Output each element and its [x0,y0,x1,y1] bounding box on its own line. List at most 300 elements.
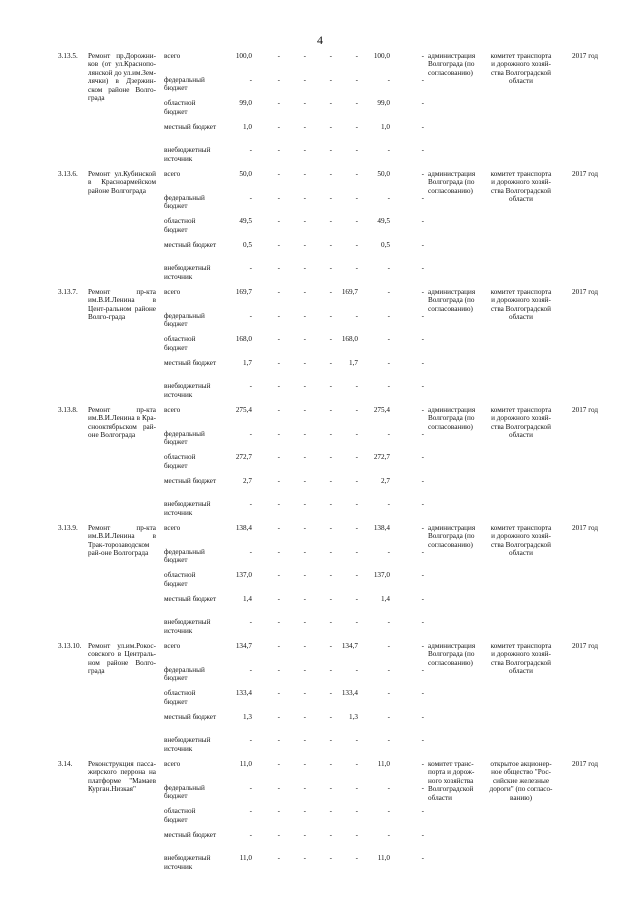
funding-value: 100,0 [373,52,390,60]
funding-row [164,736,426,760]
funding-value: 168,0 [235,335,252,344]
funding-value: - [303,193,306,202]
funding-row [164,713,426,737]
funding-value: - [303,453,306,462]
funding-value: - [387,193,390,202]
funding-value: - [329,642,332,650]
funding-value: - [329,264,332,273]
funding-value: - [249,783,252,792]
funding-row [164,453,426,477]
funding-value: - [303,830,306,839]
funding-value: - [277,712,280,721]
funding-value: - [421,193,424,202]
funding-value: - [277,264,280,273]
funding-value: - [277,193,280,202]
funding-source: областной бюджет [164,807,196,824]
funding-value: - [249,665,252,674]
funding-row [164,76,426,100]
co-executor: комитет транспорта и дорожного хозяй-ства Волгоградской области [490,524,552,558]
funding-value: - [421,264,424,273]
funding-value: - [303,547,306,556]
funding-row [164,666,426,690]
funding-row [164,312,426,336]
funding-value: - [387,75,390,84]
funding-value: - [387,146,390,155]
co-executor: комитет транспорта и дорожного хозяй-ства Волгоградской области [490,642,552,676]
funding-value: - [329,146,332,155]
funding-value: - [303,146,306,155]
funding-value: - [277,571,280,580]
funding-value: - [355,830,358,839]
measure-number: 3.13.9. [58,524,78,532]
funding-rows [164,170,426,288]
funding-value: 169,7 [341,288,358,296]
funding-row [164,571,426,595]
funding-value: 133,4 [235,689,252,698]
funding-value: - [421,122,424,131]
funding-value: - [303,500,306,509]
funding-source: федеральный бюджет [164,311,205,328]
funding-source: местный бюджет [164,240,217,249]
funding-value: - [329,736,332,745]
funding-value: - [329,99,332,108]
funding-value: - [421,547,424,556]
funding-value: - [303,52,306,60]
funding-value: - [355,783,358,792]
measure-name: Ремонт пр-кта им.В.И.Ленина в Цент-ральном районе Волго-града [88,288,156,322]
funding-value: - [355,453,358,462]
funding-source: всего [164,642,181,650]
funding-value: - [387,264,390,273]
funding-value: - [421,712,424,721]
funding-value: - [329,712,332,721]
co-executor: комитет транспорта и дорожного хозяй-ства Волгоградской области [490,406,552,440]
funding-rows [164,288,426,406]
co-executor: открытое акционер-ное общество "Рос-сийские железные дороги" (по согласо-ванию) [489,760,553,802]
funding-source: всего [164,170,181,178]
funding-value: - [277,146,280,155]
funding-value: - [421,736,424,745]
funding-value: - [329,453,332,462]
funding-value: - [303,736,306,745]
funding-row [164,642,426,666]
funding-value: - [387,642,390,650]
funding-source: федеральный бюджет [164,193,205,210]
funding-source: областной бюджет [164,571,196,588]
funding-source: местный бюджет [164,712,217,721]
funding-value: - [355,618,358,627]
funding-value: - [303,571,306,580]
funding-value: - [421,99,424,108]
funding-value: - [277,406,280,414]
co-executor: комитет транспорта и дорожного хозяй-ства Волгоградской области [490,170,552,204]
funding-value: 0,5 [381,240,390,249]
funding-value: - [329,406,332,414]
funding-value: - [421,476,424,485]
funding-value: - [355,571,358,580]
funding-value: - [249,311,252,320]
measure-number: 3.13.5. [58,52,78,60]
funding-value: 134,7 [341,642,358,650]
funding-value: - [355,807,358,816]
funding-value: - [303,712,306,721]
funding-value: - [421,335,424,344]
funding-value: 1,3 [349,712,358,721]
funding-value: - [249,736,252,745]
deadline: 2017 год [572,524,598,532]
executor: администрация Волгограда (по согласованию) [428,288,476,313]
funding-source: внебюджетный источник [164,618,211,635]
funding-value: 272,7 [373,453,390,462]
funding-value: - [277,52,280,60]
funding-value: - [329,665,332,674]
funding-source: местный бюджет [164,830,217,839]
funding-value: 11,0 [239,760,252,768]
measure-entry [58,52,598,170]
funding-value: - [249,146,252,155]
funding-row [164,264,426,288]
funding-value: - [329,288,332,296]
funding-value: - [355,406,358,414]
funding-rows [164,642,426,760]
funding-value: - [387,382,390,391]
funding-value: - [387,736,390,745]
measure-number: 3.14. [58,760,73,768]
funding-value: - [355,122,358,131]
funding-value: - [421,807,424,816]
funding-value: - [355,52,358,60]
funding-value: - [387,618,390,627]
funding-value: - [355,476,358,485]
funding-rows [164,524,426,642]
funding-value: - [421,854,424,863]
funding-value: - [303,783,306,792]
funding-value: - [277,854,280,863]
funding-value: - [249,807,252,816]
funding-value: - [277,524,280,532]
funding-value: - [277,476,280,485]
funding-source: внебюджетный источник [164,146,211,163]
funding-source: областной бюджет [164,217,196,234]
measure-name: Ремонт ул.Кубинской в Красноармейском районе Волгограда [88,170,156,195]
funding-value: - [421,783,424,792]
funding-value: 1,4 [243,594,252,603]
funding-value: - [303,524,306,532]
funding-row [164,500,426,524]
funding-value: - [355,760,358,768]
funding-row [164,477,426,501]
funding-value: - [277,217,280,226]
funding-row [164,831,426,855]
funding-source: внебюджетный источник [164,264,211,281]
funding-value: - [303,358,306,367]
measure-entry [58,524,598,642]
funding-value: 2,7 [243,476,252,485]
measure-number: 3.13.8. [58,406,78,414]
funding-value: - [249,382,252,391]
funding-source: местный бюджет [164,476,217,485]
funding-value: - [277,453,280,462]
funding-rows [164,406,426,524]
funding-value: - [421,217,424,226]
funding-value: 50,0 [377,170,390,178]
funding-row [164,217,426,241]
funding-value: - [421,240,424,249]
funding-value: 138,4 [373,524,390,532]
funding-value: - [355,75,358,84]
funding-value: - [387,712,390,721]
funding-value: - [421,500,424,509]
funding-source: местный бюджет [164,594,217,603]
funding-rows [164,760,426,878]
funding-row [164,618,426,642]
funding-value: - [355,594,358,603]
funding-value: - [277,122,280,131]
funding-value: - [277,382,280,391]
executor: администрация Волгограда (по согласованию) [428,52,476,77]
funding-value: - [277,358,280,367]
funding-value: - [277,830,280,839]
funding-source: федеральный бюджет [164,547,205,564]
funding-value: 137,0 [373,571,390,580]
funding-row [164,335,426,359]
measure-entry [58,760,598,878]
funding-value: 1,4 [381,594,390,603]
funding-source: федеральный бюджет [164,429,205,446]
funding-value: - [249,830,252,839]
funding-value: 1,3 [243,712,252,721]
funding-row [164,760,426,784]
funding-value: - [421,170,424,178]
funding-value: - [303,594,306,603]
funding-source: внебюджетный источник [164,500,211,517]
funding-value: - [303,854,306,863]
funding-value: 134,7 [235,642,252,650]
funding-value: - [277,665,280,674]
funding-value: 272,7 [235,453,252,462]
funding-value: - [421,429,424,438]
funding-value: - [277,311,280,320]
funding-value: - [329,240,332,249]
funding-value: 1,0 [381,122,390,131]
funding-value: 49,5 [377,217,390,226]
funding-source: областной бюджет [164,689,196,706]
funding-value: - [421,760,424,768]
measure-number: 3.13.10. [58,642,82,650]
funding-row [164,288,426,312]
funding-row [164,241,426,265]
funding-source: местный бюджет [164,358,217,367]
funding-value: - [421,618,424,627]
funding-source: внебюджетный источник [164,382,211,399]
funding-value: - [303,665,306,674]
funding-value: - [277,783,280,792]
funding-value: 2,7 [381,476,390,485]
funding-value: 11,0 [377,760,390,768]
funding-value: - [329,807,332,816]
funding-value: - [303,382,306,391]
funding-value: - [387,807,390,816]
funding-value: - [329,618,332,627]
funding-value: - [303,335,306,344]
funding-value: - [329,75,332,84]
funding-value: 1,7 [349,358,358,367]
funding-value: - [277,807,280,816]
funding-value: - [329,358,332,367]
funding-value: - [329,52,332,60]
funding-value: - [421,689,424,698]
funding-value: - [421,52,424,60]
funding-value: - [421,830,424,839]
funding-value: - [329,311,332,320]
measure-entry [58,170,598,288]
funding-value: - [277,500,280,509]
funding-value: - [421,594,424,603]
funding-value: - [421,665,424,674]
program-table [58,52,598,878]
funding-value: - [303,760,306,768]
funding-value: - [329,476,332,485]
funding-value: - [329,547,332,556]
funding-source: местный бюджет [164,122,217,131]
executor: администрация Волгограда (по согласованию) [428,642,476,667]
executor: комитет транс-порта и дорож-ного хозяйства Волгоградской области [428,760,475,802]
funding-value: - [387,335,390,344]
funding-value: - [421,146,424,155]
funding-value: - [387,830,390,839]
funding-row [164,52,426,76]
funding-value: - [303,217,306,226]
co-executor: комитет транспорта и дорожного хозяй-ства Волгоградской области [490,52,552,86]
funding-value: - [303,264,306,273]
funding-value: 137,0 [235,571,252,580]
funding-source: всего [164,760,181,768]
funding-value: - [249,75,252,84]
funding-value: - [303,406,306,414]
funding-value: - [277,760,280,768]
funding-source: областной бюджет [164,453,196,470]
funding-value: 1,7 [243,358,252,367]
deadline: 2017 год [572,406,598,414]
funding-value: - [421,288,424,296]
funding-value: - [329,122,332,131]
measure-entry [58,288,598,406]
funding-value: - [303,476,306,485]
funding-source: областной бюджет [164,99,196,116]
funding-value: - [329,335,332,344]
funding-value: 100,0 [235,52,252,60]
funding-value: - [355,429,358,438]
funding-value: - [329,760,332,768]
funding-value: - [329,689,332,698]
funding-source: федеральный бюджет [164,783,205,800]
funding-value: - [329,500,332,509]
funding-value: - [249,193,252,202]
funding-row [164,548,426,572]
funding-value: - [249,500,252,509]
funding-source: всего [164,524,181,532]
funding-value: - [277,429,280,438]
funding-row [164,854,426,878]
funding-value: - [303,618,306,627]
funding-source: всего [164,52,181,60]
funding-value: - [277,618,280,627]
funding-value: - [355,736,358,745]
co-executor: комитет транспорта и дорожного хозяй-ства Волгоградской области [490,288,552,322]
funding-value: - [249,264,252,273]
funding-value: - [277,75,280,84]
funding-value: - [355,382,358,391]
funding-value: - [421,75,424,84]
funding-source: всего [164,288,181,296]
funding-value: - [387,311,390,320]
funding-value: - [387,689,390,698]
executor: администрация Волгограда (по согласованию) [428,170,476,195]
funding-value: - [303,311,306,320]
funding-value: - [329,594,332,603]
funding-value: 169,7 [235,288,252,296]
funding-value: - [277,99,280,108]
deadline: 2017 год [572,288,598,296]
funding-value: - [387,665,390,674]
funding-value: - [249,429,252,438]
funding-value: - [277,642,280,650]
funding-source: внебюджетный источник [164,854,211,871]
funding-row [164,359,426,383]
funding-value: - [303,99,306,108]
funding-value: - [421,571,424,580]
funding-value: - [355,99,358,108]
funding-value: - [329,170,332,178]
funding-row [164,382,426,406]
funding-value: - [387,429,390,438]
deadline: 2017 год [572,642,598,650]
funding-value: - [303,240,306,249]
funding-value: 275,4 [235,406,252,414]
funding-value: - [277,170,280,178]
funding-value: - [329,217,332,226]
measure-entry [58,406,598,524]
measure-name: Ремонт ул.им.Рокос-совского в Централь-ном районе Волго-града [88,642,156,676]
funding-value: - [355,311,358,320]
measure-entry [58,642,598,760]
funding-value: - [355,146,358,155]
funding-value: - [303,75,306,84]
funding-value: 11,0 [377,854,390,863]
funding-row [164,170,426,194]
funding-value: 133,4 [341,689,358,698]
funding-row [164,524,426,548]
funding-value: - [303,807,306,816]
funding-row [164,807,426,831]
funding-value: - [421,311,424,320]
measure-name: Ремонт пр-кта им.В.И.Ленина в Кра-снооктябрьском рай-оне Волгограда [88,406,156,440]
funding-value: - [277,288,280,296]
deadline: 2017 год [572,170,598,178]
funding-value: - [421,524,424,532]
funding-value: 0,5 [243,240,252,249]
funding-row [164,194,426,218]
funding-source: областной бюджет [164,335,196,352]
measure-name: Реконструкция пасса-жирского перрона на платформе "Мамаев Курган.Низкая" [88,760,156,794]
funding-value: - [329,193,332,202]
executor: администрация Волгограда (по согласованию) [428,406,476,431]
funding-value: - [387,783,390,792]
funding-value: - [277,240,280,249]
funding-value: 275,4 [373,406,390,414]
funding-value: - [329,854,332,863]
funding-source: федеральный бюджет [164,75,205,92]
